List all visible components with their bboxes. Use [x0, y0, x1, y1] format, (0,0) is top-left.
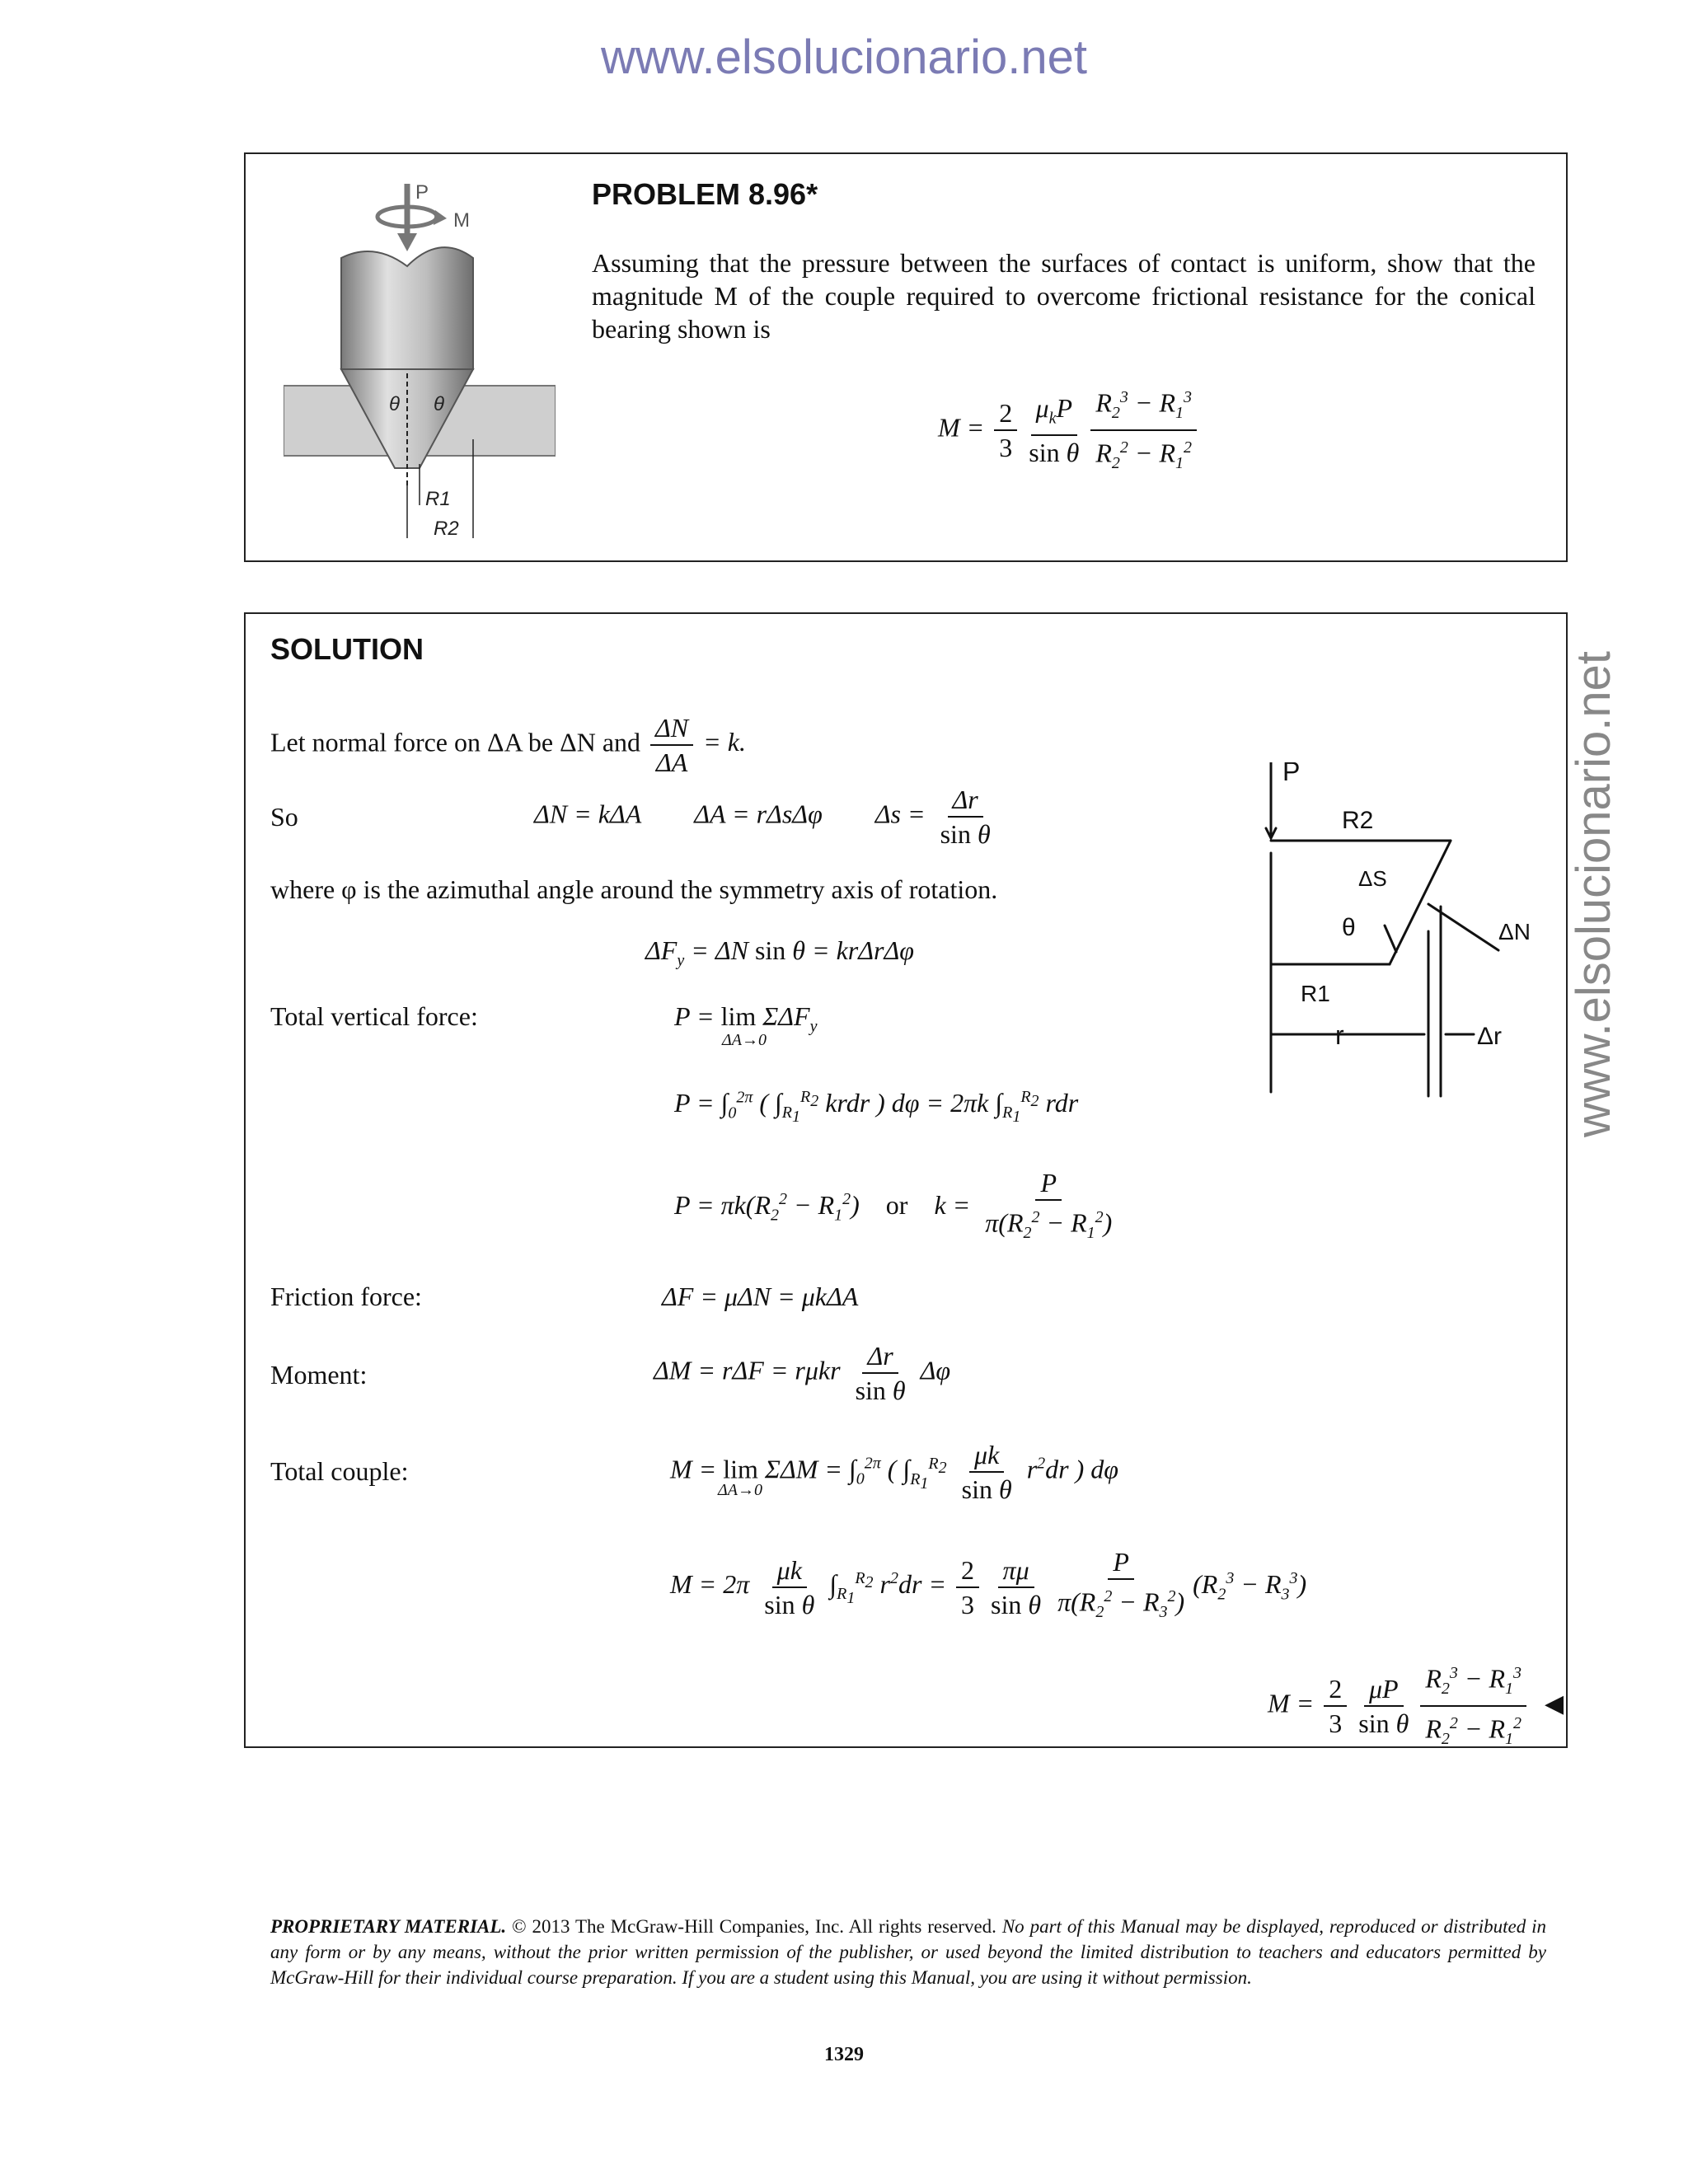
sketch-label-dr: Δr	[1477, 1023, 1503, 1050]
result-marker-icon: ◀	[1545, 1690, 1564, 1718]
figure-theta-right: θ	[434, 393, 445, 415]
conical-bearing-figure	[284, 176, 556, 538]
solution-box	[244, 612, 1568, 1748]
figure-label-m: M	[453, 209, 470, 232]
problem-formula: M = $\frac{2}{3}$ $\frac{\mu_kP}{\text{sin θ}}$ $\frac{R_2^3 - R_1^3}{R_2^2 - R_1^2}$	[938, 381, 1200, 480]
figure-label-r1: R1	[425, 488, 451, 510]
solution-line1: Let normal force on ΔA be ΔN and $\frac{\Delta N}{\Delta A}$ = k.	[270, 713, 746, 777]
sketch-label-r: r	[1335, 1020, 1344, 1050]
eq-p-result: $P = \pi k(R_2^2 - R_1^2)$ or k = $\frac{P}{\pi(R_2^2 - R_1^2)}$	[674, 1168, 1113, 1243]
eq-final-result: M = $\frac{2}{3}$ $\frac{\mu P}{\text{sin θ}}$ $\frac{R_2^3 - R_1^3}{R_2^2 - R_1^2}$ ◀	[1268, 1657, 1564, 1755]
footer-italic: No part of this Manual may be displayed, reproduced or distributed in any form or by any means, without the prior written permission of the publisher, or used beyond the limited distribution to teachers and educators permitted by McGraw-Hill for their individual course preparation. If you are a student using this Manual, you are using it without permission.	[270, 1916, 1546, 1988]
eq-p-integral: $P = \int_0^{2\pi}$ ( $\int_{R_1}^{R_2}$ krdr ) dφ = 2πk $\int_{R_1}^{R_2}$ rdr	[674, 1088, 1079, 1127]
footer-normal: © 2013 The McGraw-Hill Companies, Inc. All rights reserved.	[506, 1916, 1002, 1937]
sketch-label-ds: ΔS	[1358, 866, 1387, 891]
eq-friction: ΔF = μΔN = μkΔA	[662, 1282, 859, 1311]
solution-where: where φ is the azimuthal angle around the symmetry axis of rotation.	[270, 874, 998, 904]
solution-sketch	[1259, 762, 1556, 1117]
watermark-side: www.elsolucionario.net	[1567, 651, 1620, 1137]
page-number: 1329	[824, 2044, 864, 2065]
sketch-label-r2: R2	[1342, 807, 1374, 834]
sketch-label-r1: R1	[1301, 981, 1330, 1006]
label-total-couple: Total couple:	[270, 1456, 409, 1486]
eq-moment: ΔM = rΔF = rμkr $\frac{\Delta r}{\text{sin θ}}$ Δφ	[654, 1341, 951, 1405]
problem-statement: Assuming that the pressure between the surfaces of contact is uniform, show that the magnitude M of the couple required to overcome frictional resistance for the conical bearing shown is	[592, 248, 1536, 344]
eq-couple-lim: $M = \lim \Sigma\Delta M = \int_0^{2\pi}$ ( $\int_{R_1}^{R_2}$ $\frac{\mu k}{\text{sin θ}}$ $r^2dr$ ) dφ ΔA→0	[670, 1440, 1118, 1504]
figure-label-p: P	[415, 181, 429, 204]
watermark-top: www.elsolucionario.net	[601, 30, 1087, 84]
label-moment: Moment:	[270, 1360, 368, 1390]
problem-title: PROBLEM 8.96*	[592, 177, 818, 211]
footer-bold: PROPRIETARY MATERIAL.	[270, 1916, 507, 1937]
sketch-label-p: P	[1282, 762, 1301, 786]
eq-dfy: $\Delta F_y = \Delta N$ sin θ = krΔrΔφ	[645, 935, 914, 970]
label-total-vertical-force: Total vertical force:	[270, 1001, 478, 1031]
solution-title: SOLUTION	[270, 632, 424, 666]
problem-box	[244, 152, 1568, 562]
footer-proprietary	[270, 1914, 1546, 1990]
label-friction-force: Friction force:	[270, 1282, 422, 1311]
text-or: or	[885, 1189, 908, 1220]
eq-p-lim: $P = \lim \Sigma\Delta F_y$ ΔA→0	[674, 1001, 818, 1050]
solution-so: So	[270, 802, 298, 832]
eq-couple-integral: M = 2π $\frac{\mu k}{\text{sin θ}}$ $\int_{R_1}^{R_2}$ $r^2dr$ = $\frac{2}{3}$ $\frac{\pi\mu}{\text{sin θ}}$ $\frac{P}{\pi(R_2^2 - R_3^2)}$ $(R_2^3 - R_3^3)$	[670, 1547, 1307, 1622]
sketch-label-theta: θ	[1342, 914, 1356, 941]
figure-theta-left: θ	[389, 393, 401, 415]
sketch-label-dn: ΔN	[1498, 919, 1531, 944]
eq-so: ΔN = kΔA ΔA = rΔsΔφ Δs = $\frac{\Delta r}{\text{sin θ}}$	[534, 785, 991, 849]
figure-label-r2: R2	[434, 518, 459, 538]
